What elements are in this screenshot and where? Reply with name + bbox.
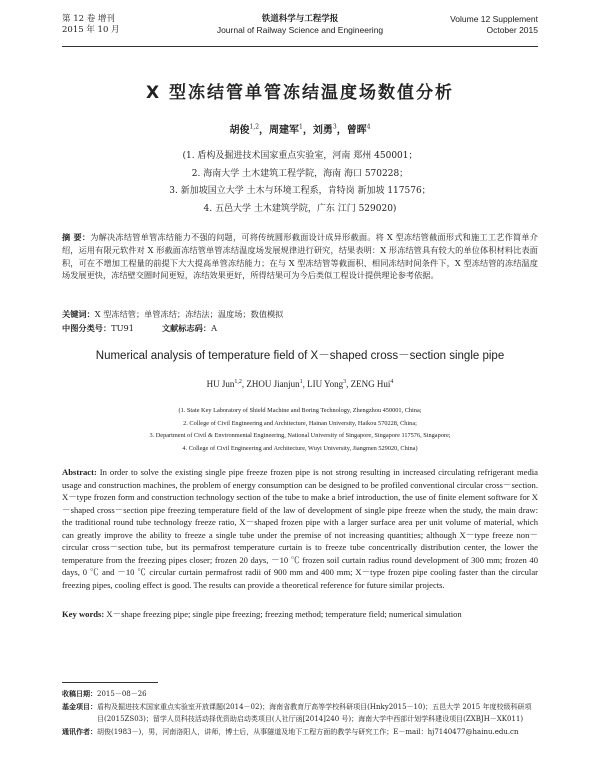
affiliation-zh: (1. 盾构及掘进技术国家重点实验室，河南 郑州 450001； bbox=[182, 151, 418, 161]
author-sup-en: 1,2 bbox=[234, 379, 242, 385]
abstract-zh-text: 为解决冻结管单管冻结能力不强的问题，可将传统圆形截面设计成异形截面。将 X 型冻结管截面形式和施工工艺作简单介绍，运用有限元软件对 X 形截面冻结管单管冻结温度场发展规律进行研究，结果表明：X 形冻结管具有较大的单位体积材料比表面积，可在不增加工程量的前提下大大提高单管冻结能力；在与 X 型冻结管等截面积、相同冻结时间条件下，X 型冻结管的冻结温度场发展更快，冻结壁交圈时间更短，冻结效果更好，所得结果可为今后类似工程设计提供理论参考依据。 bbox=[62, 232, 538, 281]
author-sup-en: 3 bbox=[343, 379, 347, 385]
paper-title-zh: X 型冻结管单管冻结温度场数值分析 bbox=[145, 83, 455, 103]
affiliation-en: (1. State Key Laboratory of Shield Machine and Boring Technology, Zhengzhou 450001, China; bbox=[178, 407, 422, 414]
footnote-corresponding-author bbox=[62, 726, 538, 739]
affiliation-zh: 3. 新加坡国立大学 土木与环境工程系，肯特岗 新加坡 117576； bbox=[169, 186, 431, 196]
affiliation-en: 4. College of Civil Engineering and Architecture, Wuyi University, Jiangmen 529020, China) bbox=[182, 444, 418, 452]
author-name: 曾晖 bbox=[346, 125, 367, 136]
author-sup: 1,2 bbox=[249, 123, 260, 131]
abstract-en-label: Abstract: bbox=[62, 467, 97, 477]
authors-zh: 胡俊$^{1,2}$，周建军$^1$，刘勇$^3$，曾晖$^4$ bbox=[229, 123, 371, 136]
keywords-en-label: Key words: bbox=[62, 609, 105, 619]
footnotes bbox=[62, 688, 538, 738]
abstract-zh-label: 摘 要： bbox=[62, 232, 91, 242]
affiliation-zh: 2. 海南大学 土木建筑工程学院，海南 海口 570228； bbox=[191, 168, 409, 179]
affiliations-zh bbox=[0, 148, 600, 218]
header-date-en: October 2015 bbox=[486, 25, 538, 35]
keywords-en-text: X－shape freezing pipe; single pipe freezing; freezing method; temperature field; numerical simulation bbox=[106, 609, 462, 619]
authors-en: HU Jun$^{1,2}$, ZHOU Jianjun$^1$, LIU Yong$^3$, ZENG Hui$^4$ bbox=[206, 379, 394, 389]
footnote-funding bbox=[62, 701, 538, 726]
header-journal-en: Journal of Railway Science and Engineering bbox=[216, 25, 384, 35]
author-name-en: ZHOU Jianjun bbox=[246, 379, 300, 389]
keywords-en bbox=[62, 608, 538, 621]
running-header bbox=[62, 14, 538, 44]
abstract-en-text: In order to solve the existing single pipe freeze frozen pipe is not strong resulting in increased circulating refrigerant media usage and construction machines, the problem of energy consumption can be designed to be profiled conventional circular cross－section. X－type frozen form and construction technology section of the tube to make a brief introduction, the use of finite element software for X－shaped cross－section pipe freezing temperature field of the law of development of single pipe freeze when the study, the main draw: the traditional round tube technology freeze ratio, X－shaped frozen pipe with a larger surface area per unit volume of material, which can greatly improve the ability to freeze a single tube under the premise of not increasing quantities; although X－type freeze non－circular cross－section tube, but its permafrost temperature curtain is to freeze tube concentrically distribution center, the lower the temperature from the freezing pipes closer; frozen 20 days, －10 ℃ frozen soil curtain radius round development of 300 mm; frozen 40 days, 0 ℃ and －10 ℃ circular curtain permafrost radii of 900 mm and 400 mm; X－type frozen pipe cooling faster than the circular freezing pipes, cooling effect is good. The results can provide a theoretical reference for future similar projects. bbox=[62, 467, 538, 590]
author-sup-en: 4 bbox=[390, 379, 394, 385]
footnote-divider bbox=[62, 682, 158, 683]
affiliation-zh: 4. 五邑大学 土木建筑学院，广东 江门 529020) bbox=[203, 203, 397, 214]
clc-label: 中图分类号： bbox=[62, 323, 112, 333]
author-name: 胡俊 bbox=[229, 125, 250, 136]
header-date-zh: 2015 年 10 月 bbox=[62, 25, 120, 35]
author-name: 刘勇 bbox=[312, 125, 333, 136]
author-name: 周建军 bbox=[269, 125, 300, 136]
author-name-en: HU Jun bbox=[206, 379, 235, 389]
author-name-en: ZENG Hui bbox=[350, 379, 391, 389]
author-sup: 1 bbox=[299, 123, 303, 131]
keywords-zh-text: X 型冻结管；单管冻结；冻结法；温度场；数值模拟 bbox=[94, 309, 284, 319]
abstract-zh bbox=[62, 231, 538, 282]
author-sup-en: 1 bbox=[299, 379, 303, 385]
header-right bbox=[450, 14, 538, 36]
footnote-received bbox=[62, 688, 538, 701]
header-volume-en: Volume 12 Supplement bbox=[450, 14, 538, 24]
affiliation-en: 2. College of Civil Engineering and Architecture, Hainan University, Haikou 570228, China; bbox=[183, 419, 417, 427]
keywords-zh-label: 关键词： bbox=[62, 309, 95, 319]
abstract-en bbox=[62, 466, 538, 591]
affiliations-en bbox=[60, 405, 540, 455]
footnote-label: 收稿日期： bbox=[62, 690, 97, 698]
paper-title-en: Numerical analysis of temperature field of X－shaped cross－section single pipe bbox=[95, 350, 505, 362]
footnote-text: 2015－08－26 bbox=[97, 690, 147, 698]
footnote-text: 胡俊(1983－)，男，河南洛阳人，讲师，博士后，从事隧道及地下工程方面的教学与研究工作；E－mail：hj7140477@hainu.edu.cn bbox=[97, 727, 519, 736]
author-name-en: LIU Yong bbox=[307, 379, 344, 389]
author-sup: 3 bbox=[332, 123, 337, 131]
footnote-text: 盾构及掘进技术国家重点实验室开放课题(2014－02)；海南省教育厅高等学校科研项目(Hnky2015－10)；五邑大学 2015 年度校级科研项目(2015ZS03)；留学人员科技活动择优资助启动类项目(人社厅函[2014]240 号)；海南大学中西部计划学科建设项目(ZXBJH－XK011) bbox=[97, 702, 532, 724]
classification-zh bbox=[62, 322, 538, 334]
header-divider bbox=[62, 46, 538, 47]
header-journal-zh: 铁道科学与工程学报 bbox=[261, 14, 339, 24]
doc-code-label: 文献标志码： bbox=[161, 323, 212, 333]
clc-code: TU91 bbox=[111, 323, 134, 333]
footnote-label: 通讯作者： bbox=[62, 727, 97, 736]
author-sup: 4 bbox=[366, 123, 371, 131]
header-volume-zh: 第 12 卷 增刊 bbox=[62, 14, 115, 24]
keywords-zh bbox=[62, 308, 538, 320]
affiliation-en: 3. Department of Civil & Environmental Engineering, National University of Singapore, Singapore 117576, Singapore; bbox=[149, 432, 451, 439]
doc-code: A bbox=[211, 323, 217, 333]
footnote-label: 基金项目： bbox=[62, 702, 97, 711]
